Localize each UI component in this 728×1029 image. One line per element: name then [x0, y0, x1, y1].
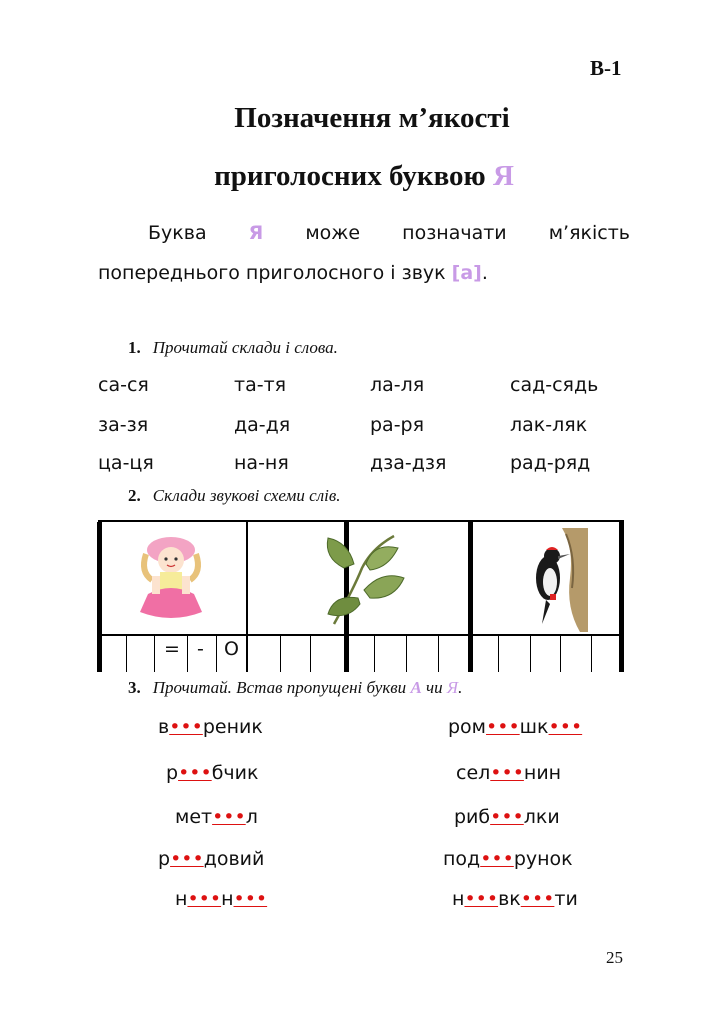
- scheme-cell[interactable]: [126, 634, 127, 672]
- scheme-cell[interactable]: [374, 634, 375, 672]
- word-part: мет: [175, 806, 213, 828]
- missing-letter-gap[interactable]: •••: [480, 848, 514, 870]
- title-text: приголосних буквою: [214, 160, 493, 192]
- task-text: Прочитай склади і слова.: [152, 338, 338, 357]
- scheme-cell[interactable]: [560, 634, 561, 672]
- word-with-gap: [166, 762, 258, 784]
- syllable: сад-сядь: [510, 374, 599, 396]
- word-with-gap: [175, 806, 258, 828]
- scheme-cell[interactable]: [406, 634, 407, 672]
- task-number: 3.: [128, 678, 141, 697]
- word-with-gap: [158, 716, 263, 738]
- missing-letter-gap[interactable]: •••: [464, 888, 499, 910]
- syllable: лак-ляк: [510, 414, 588, 436]
- word-part: ти: [554, 888, 578, 910]
- missing-letter-gap[interactable]: •••: [170, 848, 204, 870]
- syllable: рад-ряд: [510, 452, 591, 474]
- word-part: в: [158, 716, 170, 738]
- task-2-heading: [128, 486, 340, 506]
- missing-letter-gap[interactable]: •••: [178, 762, 212, 784]
- scheme-cell[interactable]: [530, 634, 531, 672]
- missing-letter-gap[interactable]: •••: [490, 806, 524, 828]
- word-part: под: [443, 848, 481, 870]
- rule-word: може: [305, 222, 361, 244]
- scheme-symbol: -: [197, 638, 204, 660]
- doll-picture: [126, 532, 216, 626]
- syllable: на-ня: [234, 452, 289, 474]
- rule-text: попереднього приголосного і звук: [98, 262, 452, 284]
- task-1-heading: [128, 338, 338, 358]
- rule-line2: [98, 262, 488, 284]
- missing-letter-gap[interactable]: •••: [187, 888, 222, 910]
- word-with-gap: [454, 806, 560, 828]
- grid-border: [97, 522, 102, 672]
- word-with-gap: [448, 716, 582, 738]
- word-part: вк: [498, 888, 521, 910]
- word-part: нин: [523, 762, 562, 784]
- task-number: 1.: [128, 338, 141, 357]
- word-part: н: [175, 888, 188, 910]
- scheme-symbol: =: [164, 638, 180, 660]
- grid-divider: [246, 522, 248, 672]
- word-part: н: [452, 888, 465, 910]
- word-part: л: [245, 806, 258, 828]
- word-part: бчик: [211, 762, 259, 784]
- word-part: р: [158, 848, 171, 870]
- syllable: са-ся: [98, 374, 149, 396]
- missing-letter-gap[interactable]: •••: [490, 762, 524, 784]
- page-title-line2: [0, 160, 728, 193]
- grid-row-line: [98, 634, 624, 636]
- scheme-cell[interactable]: [187, 634, 188, 672]
- word-with-gap: [443, 848, 573, 870]
- task-number: 2.: [128, 486, 141, 505]
- task-text: чи: [421, 678, 447, 697]
- syllable: та-тя: [234, 374, 287, 396]
- word-part: реник: [202, 716, 263, 738]
- missing-letter-gap[interactable]: •••: [548, 716, 583, 738]
- missing-letter-gap[interactable]: •••: [212, 806, 246, 828]
- task-letter-ya: Я: [446, 678, 459, 697]
- grid-border: [619, 522, 624, 672]
- word-part: р: [166, 762, 179, 784]
- task-text: Склади звукові схеми слів.: [152, 486, 341, 505]
- syllable: дза-дзя: [370, 452, 447, 474]
- word-with-gap: [452, 888, 578, 910]
- missing-letter-gap[interactable]: •••: [486, 716, 520, 738]
- page-title-line1: Позначення м’якості: [234, 102, 510, 134]
- grid-divider: [468, 522, 473, 672]
- scheme-cell[interactable]: [498, 634, 499, 672]
- word-part: довий: [203, 848, 265, 870]
- task-text: Прочитай. Встав пропущені букви: [152, 678, 411, 697]
- rule-end: .: [481, 262, 488, 284]
- scheme-cell[interactable]: [216, 634, 217, 672]
- syllable: ца-ця: [98, 452, 154, 474]
- scheme-cell[interactable]: [438, 634, 439, 672]
- sound-scheme-grid: [98, 520, 624, 672]
- task-letter-a: А: [410, 678, 422, 697]
- syllable: ла-ля: [370, 374, 425, 396]
- missing-letter-gap[interactable]: •••: [520, 888, 555, 910]
- syllable: ра-ря: [370, 414, 425, 436]
- leaf-picture: [314, 528, 410, 628]
- rule-word: позначати: [402, 222, 507, 244]
- word-part: н: [221, 888, 234, 910]
- scheme-cell[interactable]: [591, 634, 592, 672]
- rule-letter-ya: Я: [248, 222, 264, 244]
- rule-word: м’якість: [548, 222, 630, 244]
- scheme-cell[interactable]: [280, 634, 281, 672]
- word-with-gap: [175, 888, 267, 910]
- word-part: ром: [448, 716, 487, 738]
- rule-line1: [98, 222, 630, 244]
- syllable: да-дя: [234, 414, 291, 436]
- title-letter-ya: Я: [492, 160, 514, 192]
- scheme-cell[interactable]: [310, 634, 311, 672]
- word-part: лки: [523, 806, 560, 828]
- word-with-gap: [158, 848, 264, 870]
- scheme-symbol: О: [224, 638, 239, 660]
- syllable: за-зя: [98, 414, 149, 436]
- woodpecker-picture: [522, 528, 588, 632]
- page-number: 25: [606, 948, 623, 967]
- rule-word: Буква: [148, 222, 207, 244]
- rule-sound: [а]: [451, 262, 482, 284]
- word-part: риб: [454, 806, 491, 828]
- word-part: шк: [519, 716, 549, 738]
- task-text: .: [458, 678, 463, 697]
- missing-letter-gap[interactable]: •••: [233, 888, 268, 910]
- scheme-cell[interactable]: [154, 634, 155, 672]
- variant-label: В-1: [590, 56, 622, 80]
- word-part: сел: [456, 762, 491, 784]
- word-with-gap: [456, 762, 561, 784]
- word-part: рунок: [513, 848, 573, 870]
- missing-letter-gap[interactable]: •••: [169, 716, 203, 738]
- task-3-heading: [128, 678, 462, 698]
